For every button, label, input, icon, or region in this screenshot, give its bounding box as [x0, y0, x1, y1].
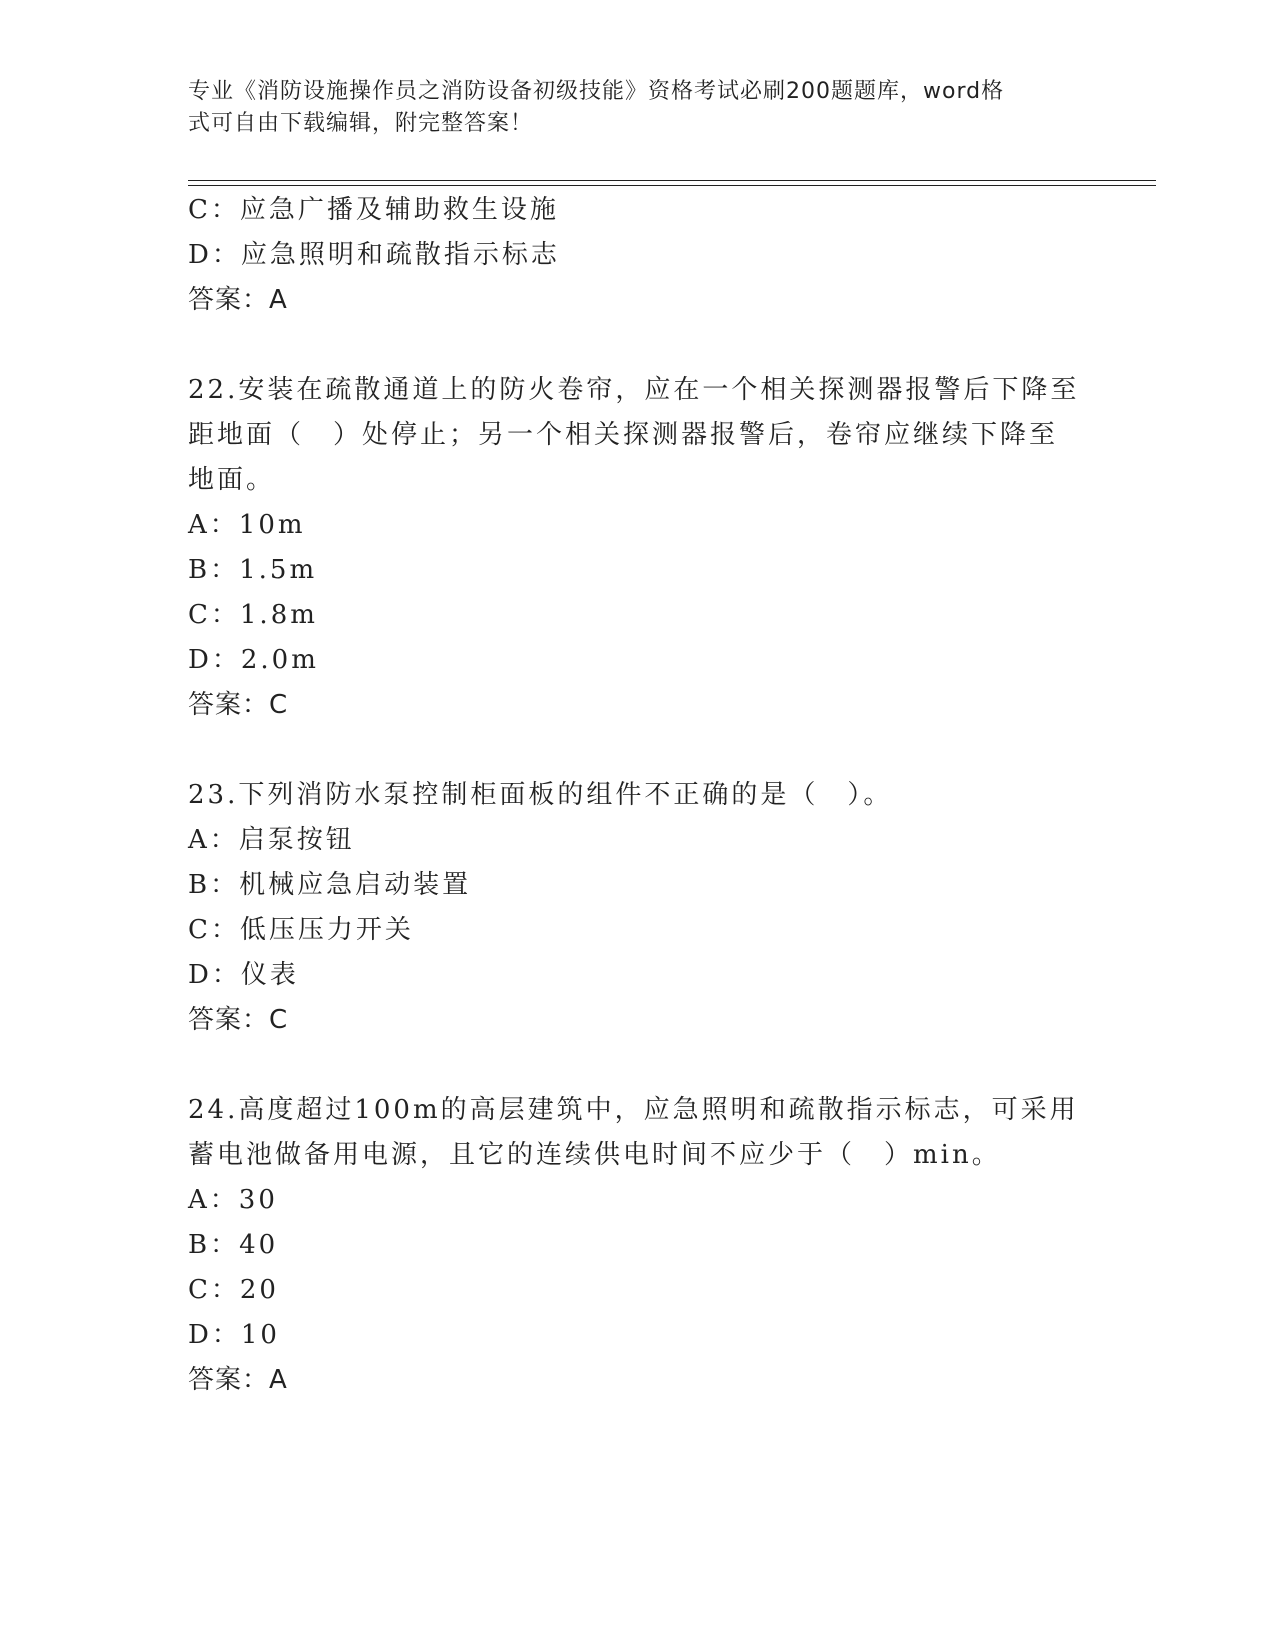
question-23-option-b: B：机械应急启动装置 — [188, 870, 472, 900]
option-d: D：应急照明和疏散指示标志 — [188, 240, 560, 270]
document-header — [188, 76, 1088, 140]
question-22-option-c: C：1.8m — [188, 600, 318, 630]
question-22-stem-line-1: 22.安装在疏散通道上的防火卷帘，应在一个相关探测器报警后下降至 — [188, 375, 1080, 405]
question-24-stem-line-1: 24.高度超过100m的高层建筑中，应急照明和疏散指示标志，可采用 — [188, 1095, 1079, 1125]
header-line-2: 式可自由下载编辑，附完整答案！ — [188, 111, 534, 136]
option-c: C：应急广播及辅助救生设施 — [188, 195, 559, 225]
question-22-stem-line-2: 距地面（ ）处停止；另一个相关探测器报警后，卷帘应继续下降至 — [188, 420, 1059, 450]
question-23-option-c: C：低压压力开关 — [188, 915, 414, 945]
question-24-answer: 答案：A — [188, 1365, 288, 1395]
answer-line: 答案：A — [188, 285, 288, 315]
question-22-option-d: D：2.0m — [188, 645, 319, 675]
question-22-option-a: A：10m — [188, 510, 306, 540]
question-22-answer: 答案：C — [188, 690, 289, 720]
question-23-option-a: A：启泵按钮 — [188, 825, 355, 855]
question-23-answer: 答案：C — [188, 1005, 289, 1035]
question-23-option-d: D：仪表 — [188, 960, 299, 990]
question-23-stem-line-1: 23.下列消防水泵控制柜面板的组件不正确的是（ ）。 — [188, 780, 893, 810]
question-24-option-c: C：20 — [188, 1275, 279, 1305]
header-divider-bottom — [188, 185, 1156, 186]
question-24-option-a: A：30 — [188, 1185, 278, 1215]
question-24-option-d: D：10 — [188, 1320, 280, 1350]
question-24-stem-line-2: 蓄电池做备用电源，且它的连续供电时间不应少于（ ）min。 — [188, 1140, 1001, 1170]
question-22-stem-line-3: 地面。 — [188, 465, 276, 495]
question-24-option-b: B：40 — [188, 1230, 279, 1260]
header-divider-top — [188, 180, 1156, 181]
question-22-option-b: B：1.5m — [188, 555, 318, 585]
header-line-1: 专业《消防设施操作员之消防设备初级技能》资格考试必刷200题题库，word格 — [188, 79, 1005, 104]
